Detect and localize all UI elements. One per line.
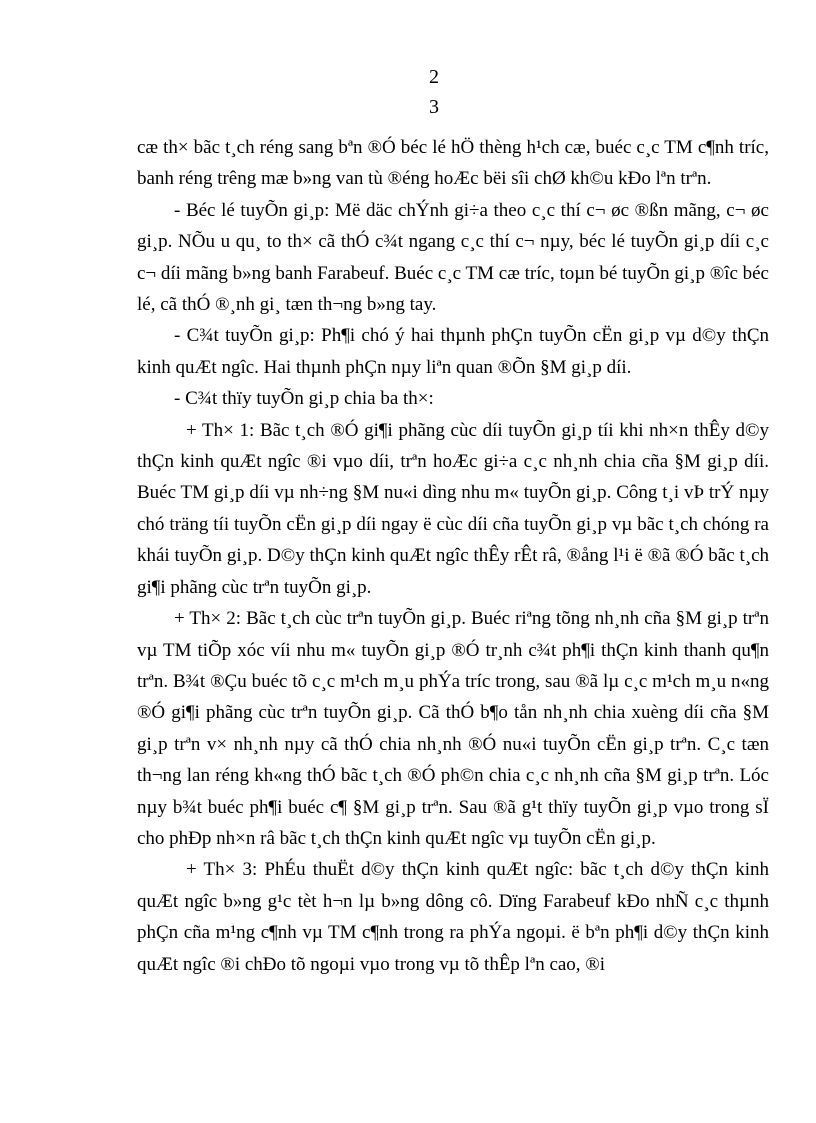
paragraph-stage-3: + Th× 3: PhÉu thuËt d©y thÇn kinh quÆt ngîc: bãc t¸ch d©y thÇn kinh quÆt ngîc b»ng g¹c tèt h¬n lµ b»ng dông cô. Dïng Farabeuf kÐo nhÑ c¸c thµnh phÇn cña m¹ng c¶nh vµ TM c¶nh trong ra phÝa ngoµi. ë bªn ph¶i d©y thÇn kinh quÆt ngîc ®i chÐo tõ ngoµi vµo trong vµ tõ thÊp lªn cao, ®i	[137, 859, 769, 975]
paragraph-cut-thyroid: - C¾t tuyÕn gi¸p: Ph¶i chó ý hai thµnh phÇn tuyÕn cËn gi¸p vµ d©y thÇn kinh quÆt ngîc. Hai thµnh phÇn nµy liªn quan ®Õn §M gi¸p díi.	[137, 325, 769, 378]
paragraph-dissection-continued: cæ th× bãc t¸ch réng sang bªn ®Ó béc lé hÖ thèng h¹ch cæ, buéc c¸c TM c¶nh tríc, banh réng trêng mæ b»ng van tù ®éng hoÆc bëi sîi chØ kh©u kÐo lªn trªn.	[137, 137, 769, 190]
page-number-top: 2	[429, 66, 439, 88]
paragraph-expose-thyroid: - Béc lé tuyÕn gi¸p: Më däc chÝnh gi÷a theo c¸c thí c¬ øc ®ßn mãng, c¬ øc gi¸p. NÕu u qu¸ to th× cã thÓ c¾t ngang c¸c thí c¬ nµy, béc lé tuyÕn gi¸p díi c¸c c¬ díi mãng b»ng banh Farabeuf. Buéc c¸c TM cæ tríc, toµn bé tuyÕn gi¸p ®îc béc lé, cã thÓ ®¸nh gi¸ tæn th¬ng b»ng tay.	[137, 199, 769, 316]
body-text	[137, 132, 769, 980]
page-number: 3	[429, 96, 439, 118]
paragraph-stage-2: + Th× 2: Bãc t¸ch cùc trªn tuyÕn gi¸p. Buéc riªng tõng nh¸nh cña §M gi¸p trªn vµ TM tiÕp xóc víi nhu m« tuyÕn gi¸p ®Ó tr¸nh c¾t ph¶i thÇn kinh thanh qu¶n trªn. B¾t ®Çu buéc tõ c¸c m¹ch m¸u phÝa tríc trong, sau ®ã lµ c¸c m¹ch m¸u n«ng ®Ó gi¶i phãng cùc trªn tuyÕn gi¸p. Cã thÓ b¶o tån nh¸nh chia xuèng díi cña §M gi¸p trªn v× nh¸nh nµy cã thÓ chia nh¸nh ®Ó nu«i tuyÕn cËn gi¸p trªn. C¸c tæn th¬ng lan réng kh«ng thÓ bãc t¸ch ®Ó ph©n chia c¸c nh¸nh cña §M gi¸p trªn. Lóc nµy b¾t buéc ph¶i buéc c¶ §M gi¸p trªn. Sau ®ã g¹t thïy tuyÕn gi¸p vµo trong sÏ cho phÐp nh×n râ bãc t¸ch thÇn kinh quÆt ngîc vµ tuyÕn cËn gi¸p.	[137, 608, 769, 849]
paragraph-stage-1: + Th× 1: Bãc t¸ch ®Ó gi¶i phãng cùc díi tuyÕn gi¸p tíi khi nh×n thÊy d©y thÇn kinh quÆt ngîc ®i vµo díi, trªn hoÆc gi÷a c¸c nh¸nh chia cña §M gi¸p díi. Buéc TM gi¸p díi vµ nh÷ng §M nu«i dìng nhu m« tuyÕn gi¸p. Công t¸i vÞ trÝ nµy chó träng tíi tuyÕn cËn gi¸p díi ngay ë cùc díi cña tuyÕn gi¸p vµ bãc t¸ch chóng ra khái tuyÕn gi¸p. D©y thÇn kinh quÆt ngîc thÊy rÊt râ, ®ång l¹i ë ®ã ®Ó bãc t¸ch gi¶i phãng cùc trªn tuyÕn gi¸p.	[137, 419, 769, 598]
paragraph-three-stages: - C¾t thïy tuyÕn gi¸p chia ba th×:	[174, 388, 434, 410]
